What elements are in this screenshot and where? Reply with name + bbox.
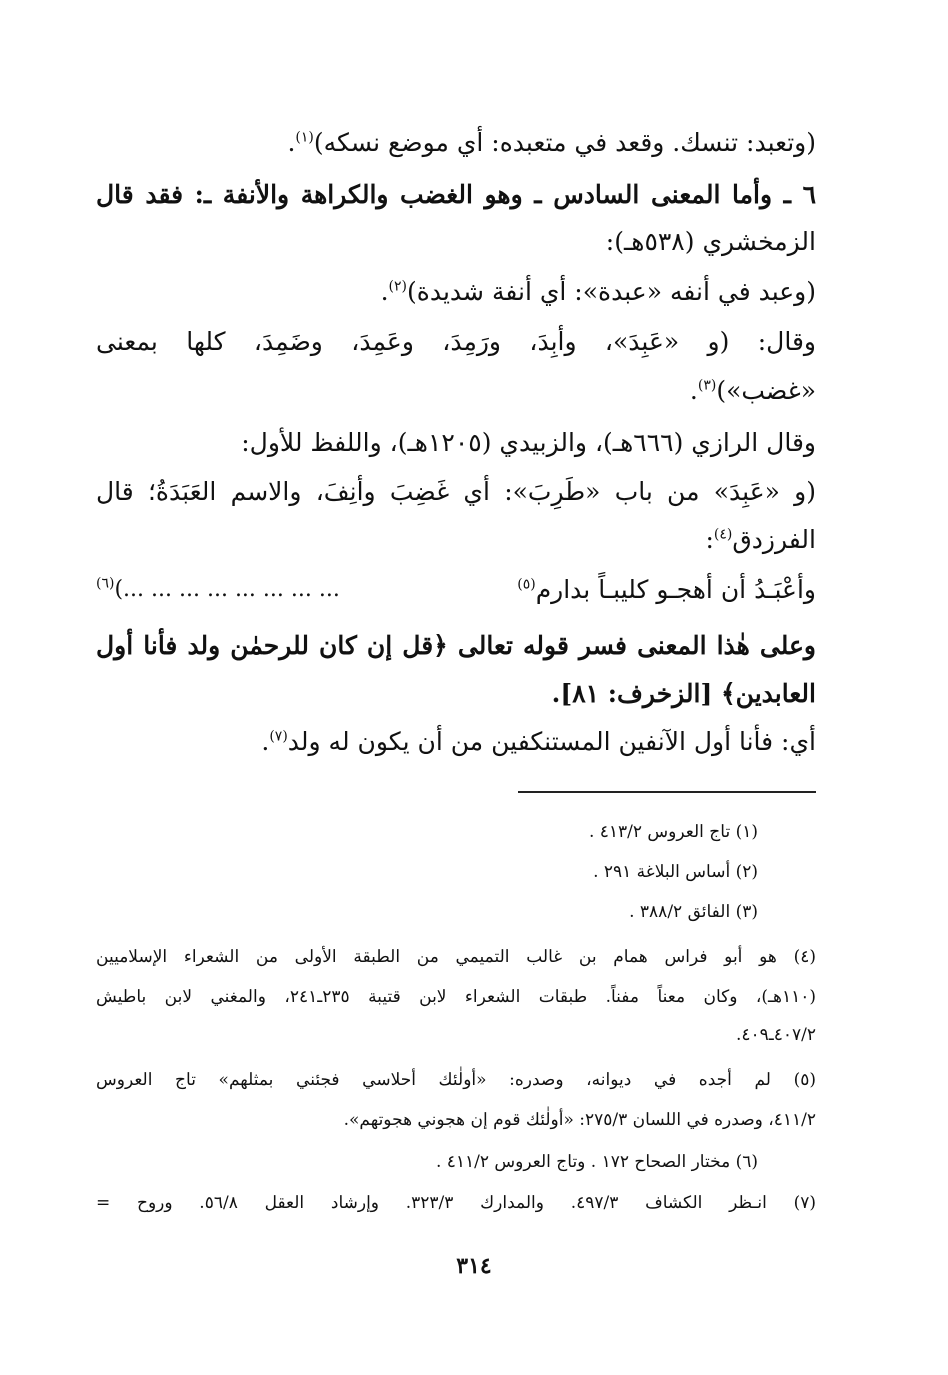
footnote-7: (٧) انـظر الكشاف ٤٩٧/٣. والمدارك ٣٢٣/٣. وإرشاد العقل ٥٦/٨. وروح = <box>96 1193 816 1213</box>
verse-second-hemistich <box>96 570 340 610</box>
body-line-9-end: : <box>705 525 714 554</box>
poetry-verse <box>96 570 816 610</box>
verse-first-text: وأعْبَـدُ أن أهجـو كليبـاً بدارم <box>535 575 816 604</box>
page-number: ٣١٤ <box>456 1253 492 1279</box>
footnote-ref-4[interactable]: (٤) <box>713 526 733 543</box>
body-line-9 <box>96 520 816 560</box>
body-line-3-text: الزمخشري (٥٣٨هـ): <box>605 227 816 256</box>
footnote-4-line-1: (٤) هو أبو فراس همام بن غالب التميمي من الطبقة الأولى من الشعراء الإسلاميين <box>96 947 816 967</box>
footnote-ref-2[interactable]: (٢) <box>388 278 407 295</box>
body-line-11-text: العابدين﴾ [الزخرف: ٨١]. <box>551 679 816 708</box>
body-line-5-text: وقال: (و «عَبِدَ»، وأبِدَ، ورَمِدَ، وعَمِدَ، وضَمِدَ، كلها بمعنى <box>96 327 816 356</box>
body-line-6-text: «غضب») <box>716 376 816 405</box>
body-line-7-text: وقال الرازي (٦٦٦هـ)، والزبيدي (١٢٠٥هـ)، واللفظ للأول: <box>241 428 816 457</box>
body-line-10 <box>96 626 816 666</box>
body-line-11 <box>96 674 816 714</box>
body-line-1 <box>96 123 816 163</box>
footnote-2: (٢) أساس البلاغة ٢٩١ . <box>593 862 758 882</box>
footnote-6: (٦) مختار الصحاح ١٧٢ . وتاج العروس ٤١١/٢ . <box>435 1152 758 1172</box>
verse-second-text: ... ... ... ... ... ... ... ...) <box>114 577 340 602</box>
footnote-ref-5[interactable]: (٥) <box>517 576 536 593</box>
footnote-ref-3[interactable]: (٣) <box>697 377 717 394</box>
footnote-ref-7[interactable]: (٧) <box>269 728 288 745</box>
body-line-9-text: الفرزدق <box>732 525 816 554</box>
body-line-7 <box>96 423 816 463</box>
footnote-4-line-3: ٤٠٧/٢ـ٤٠٩. <box>735 1025 816 1045</box>
footnote-5-line-1: (٥) لم أجده في ديوانه، وصدره: «أولٰئك أحلاسي فجئني بمثلهم» تاج العروس <box>96 1070 816 1090</box>
body-line-8 <box>96 472 816 512</box>
body-line-2-text: ٦ ـ وأما المعنى السادس ـ وهو الغضب والكراهة والأنفة ـ: فقد قال <box>96 180 816 209</box>
body-line-12-end: . <box>261 727 270 756</box>
body-line-3 <box>96 222 816 262</box>
footnote-5-line-2: ٤١١/٢، وصدره في اللسان ٢٧٥/٣: «أولٰئك قوم إن هجوني هجوتهم». <box>343 1110 816 1130</box>
body-line-4-end: . <box>380 277 389 306</box>
body-line-10-text: وعلى هٰذا المعنى فسر قوله تعالى ﴿قل إن كان للرحمٰن ولد فأنا أول <box>96 631 816 660</box>
body-line-8-text: (و «عَبِدَ» من باب «طَرِبَ»: أي غَضِبَ وأنِفَ، والاسم العَبَدَةُ؛ قال <box>96 477 816 506</box>
verse-first-hemistich <box>517 570 816 610</box>
body-line-12 <box>96 722 816 762</box>
body-line-12-text: أي: فأنا أول الآنفين المستنكفين من أن يكون له ولد <box>287 727 816 756</box>
body-line-4 <box>96 272 816 312</box>
body-line-5 <box>96 322 816 362</box>
body-line-2 <box>96 175 816 215</box>
footnote-3: (٣) الفائق ٣٨٨/٢ . <box>629 902 758 922</box>
body-line-4-text: (وعبد في أنفه «عبدة»: أي أنفة شديدة) <box>407 277 816 306</box>
body-line-6 <box>96 371 816 411</box>
footnote-separator <box>518 791 816 793</box>
footnote-1: (١) تاج العروس ٤١٣/٢ . <box>588 822 758 842</box>
footnote-4-line-2: (١١٠هـ)، وكان معناً مفناً. طبقات الشعراء لابن قتيبة ٢٣٥ـ٢٤١، والمغني لابن باطيش <box>96 987 816 1007</box>
body-line-1-text: (وتعبد: تنسك. وقعد في متعبده: أي موضع نسكه) <box>313 128 816 157</box>
body-line-6-end: . <box>689 376 698 405</box>
footnote-ref-6[interactable]: (٦) <box>96 575 115 592</box>
body-line-1-end: . <box>287 128 296 157</box>
footnote-ref-1[interactable]: (١) <box>295 129 314 146</box>
